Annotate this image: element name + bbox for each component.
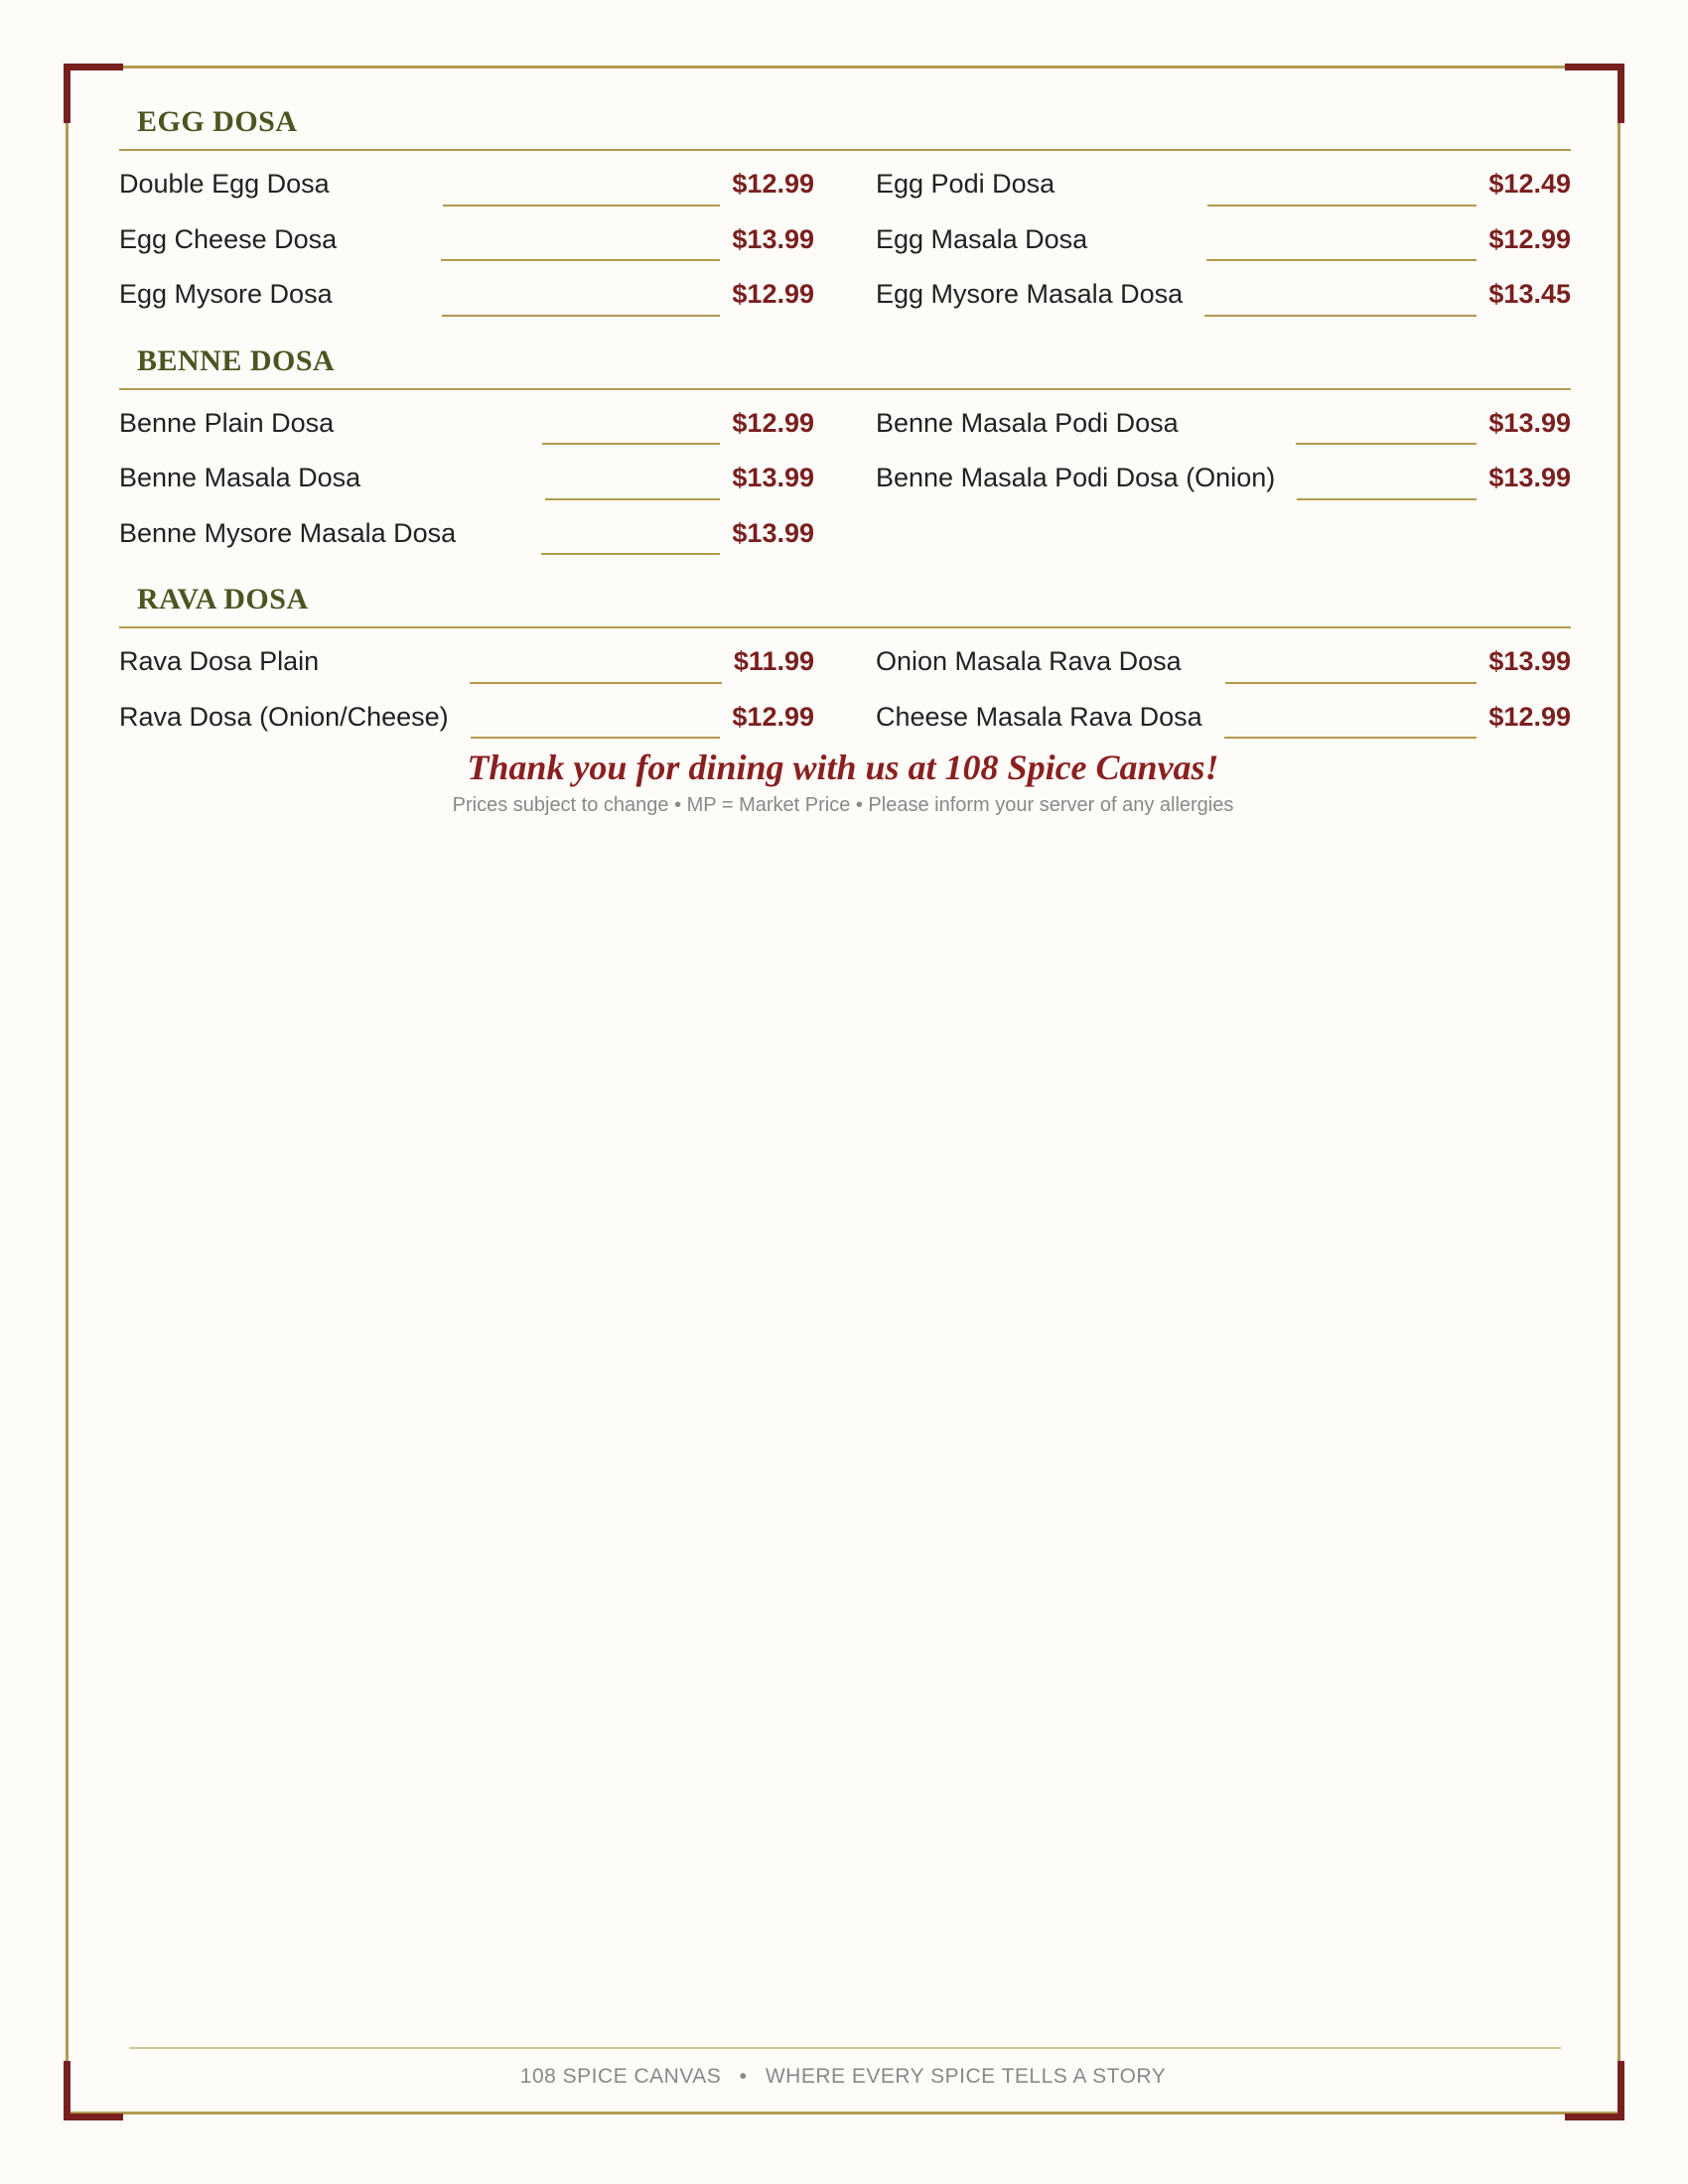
- item-name: Rava Dosa Plain: [119, 646, 320, 677]
- section-title: EGG DOSA: [119, 95, 1571, 151]
- leader-line: [441, 206, 720, 262]
- menu-item: [119, 396, 814, 452]
- leader-line: [1224, 684, 1477, 740]
- item-name: Double Egg Dosa: [119, 169, 330, 200]
- leader-line: [542, 390, 720, 446]
- item-price: $12.99: [732, 279, 814, 310]
- item-price: $12.99: [732, 169, 814, 200]
- corner-ornament-top-left: [64, 64, 123, 123]
- item-name: Egg Mysore Masala Dosa: [876, 279, 1184, 310]
- leader-line: [442, 261, 721, 317]
- menu-grid: [119, 628, 1571, 745]
- leader-line: [470, 628, 722, 684]
- menu-item: [876, 396, 1571, 452]
- menu-content: [119, 95, 1571, 756]
- item-name: Egg Cheese Dosa: [119, 223, 338, 254]
- menu-item: [876, 690, 1571, 746]
- leader-line: [471, 684, 721, 740]
- leader-line: [541, 500, 720, 556]
- leader-line: [1225, 628, 1477, 684]
- footer-divider: [129, 2047, 1561, 2049]
- item-name: Egg Mysore Dosa: [119, 279, 333, 310]
- leader-line: [1207, 151, 1477, 206]
- footer-tagline: WHERE EVERY SPICE TELLS A STORY: [765, 2065, 1167, 2088]
- item-name: Cheese Masala Rava Dosa: [876, 701, 1202, 732]
- menu-item: [119, 451, 814, 506]
- footer-separator: •: [739, 2065, 748, 2088]
- item-name: Benne Masala Podi Dosa (Onion): [876, 463, 1276, 493]
- menu-item: [876, 451, 1571, 506]
- item-name: Onion Masala Rava Dosa: [876, 646, 1182, 677]
- leader-line: [1296, 390, 1477, 446]
- item-price: $12.99: [732, 407, 814, 438]
- menu-grid: [119, 151, 1571, 323]
- menu-item: [119, 634, 814, 690]
- item-name: Rava Dosa (Onion/Cheese): [119, 701, 449, 732]
- leader-line: [1206, 206, 1477, 262]
- leader-line: [1204, 261, 1477, 317]
- item-price: $12.99: [1488, 701, 1571, 732]
- item-price: $13.99: [1488, 646, 1571, 677]
- leader-line: [443, 151, 721, 206]
- footer-brand: 108 SPICE CANVAS: [519, 2065, 722, 2088]
- menu-item: [876, 157, 1571, 212]
- menu-item: [119, 267, 814, 323]
- leader-line: [1297, 445, 1477, 500]
- item-price: $12.99: [732, 701, 814, 732]
- item-name: Egg Masala Dosa: [876, 223, 1088, 254]
- fine-print: Prices subject to change • MP = Market Price • Please inform your server of any allergies: [452, 794, 1234, 816]
- menu-item: [876, 634, 1571, 690]
- item-price: $13.45: [1488, 279, 1571, 310]
- menu-item: [119, 690, 814, 746]
- menu-grid: [119, 390, 1571, 562]
- section-title: RAVA DOSA: [119, 573, 1571, 628]
- menu-section-egg-dosa: [119, 95, 1571, 323]
- section-title: BENNE DOSA: [119, 335, 1571, 390]
- menu-item: [119, 506, 814, 562]
- leader-line: [545, 445, 720, 500]
- item-price: $13.99: [1488, 463, 1571, 493]
- menu-item: [876, 267, 1571, 323]
- item-price: $11.99: [733, 646, 814, 677]
- item-price: $13.99: [732, 463, 814, 493]
- item-name: Benne Masala Podi Dosa: [876, 407, 1179, 438]
- item-price: $13.99: [732, 223, 814, 254]
- menu-item: [876, 212, 1571, 268]
- page-footer: [66, 2065, 1620, 2089]
- thank-you-message: Thank you for dining with us at 108 Spice Canvas!: [467, 748, 1219, 787]
- item-name: Benne Mysore Masala Dosa: [119, 517, 457, 548]
- item-price: $12.99: [1488, 223, 1571, 254]
- menu-item: [119, 157, 814, 212]
- item-name: Benne Plain Dosa: [119, 407, 335, 438]
- item-price: $12.49: [1488, 169, 1571, 200]
- menu-item: [119, 212, 814, 268]
- menu-section-benne-dosa: [119, 335, 1571, 562]
- item-price: $13.99: [732, 517, 814, 548]
- item-name: Egg Podi Dosa: [876, 169, 1055, 200]
- corner-ornament-top-right: [1565, 64, 1624, 123]
- menu-section-rava-dosa: [119, 573, 1571, 745]
- item-price: $13.99: [1488, 407, 1571, 438]
- item-name: Benne Masala Dosa: [119, 463, 361, 493]
